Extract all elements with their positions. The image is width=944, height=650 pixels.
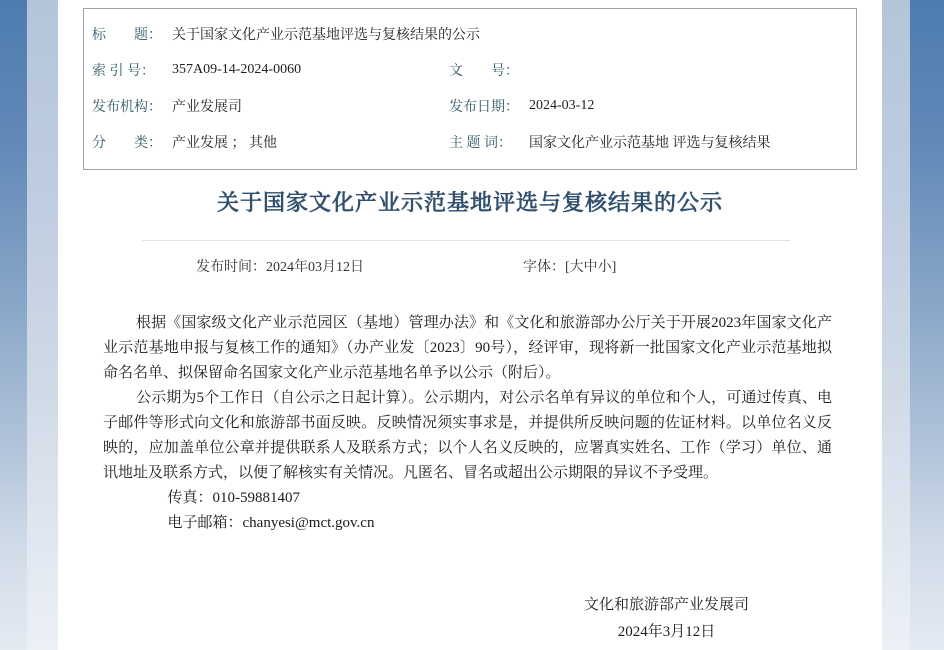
publish-time: 发布时间：2024年03月12日 [196, 260, 364, 275]
meta-cell-agency [92, 96, 449, 116]
document-meta-table [83, 8, 857, 170]
article-body [103, 311, 832, 536]
meta-subject-label: 主 题 词： [449, 136, 512, 151]
paragraph-publicity-period: 公示期为5个工作日（自公示之日起计算）。公示期内，对公示名单有异议的单位和个人，可通过传真、电子邮件等形式向文化和旅游部书面反映。反映情况须实事求是，并提供所反映问题的佐证材料。以单位名义反映的，应加盖单位公章并提供联系人及联系方式；以个人名义反映的，应署真实姓名、工作（学习）单位、通讯地址及联系方式，以便了解核实有关情况。凡匿名、冒名或超出公示期限的异议不予受理。 [103, 390, 832, 481]
signature-unit: 文化和旅游部产业发展司 [583, 597, 749, 613]
meta-category-value: 产业发展 ； 其他 [172, 136, 277, 151]
meta-agency-value: 产业发展司 [172, 100, 242, 115]
meta-publish-date-value: 2024-03-12 [529, 98, 595, 113]
meta-row-title [84, 16, 856, 52]
meta-doc-number-label: 文 号： [449, 64, 519, 79]
font-size-options[interactable]: [大中小] [565, 260, 617, 275]
meta-cell-doc-number [449, 60, 856, 80]
meta-row-category [84, 124, 856, 160]
meta-index-value: 357A09-14-2024-0060 [172, 62, 302, 77]
email-line: 电子邮箱：chanyesi@mct.gov.cn [167, 515, 375, 531]
paragraph-basis: 根据《国家级文化产业示范园区（基地）管理办法》和《文化和旅游部办公厅关于开展2023年国家文化产业示范基地申报与复核工作的通知》（办产业发〔2023〕90号），经评审，现将新一批国家文化产业示范基地拟命名名单、拟保留命名国家文化产业示范基地名单予以公示（附后）。 [103, 315, 832, 381]
background-right-outer-strip [910, 0, 944, 650]
signature-block [58, 594, 749, 643]
background-left-inner-strip [27, 0, 58, 650]
meta-row-index [84, 52, 856, 88]
meta-category-label: 分 类： [92, 136, 162, 151]
font-size-label: 字体： [523, 260, 565, 275]
document-panel [58, 0, 882, 650]
background-right-inner-strip [882, 0, 910, 650]
meta-cell-category [92, 132, 449, 152]
signature-inner [584, 594, 749, 643]
article-title: 关于国家文化产业示范基地评选与复核结果的公示 [216, 190, 723, 215]
meta-cell-index [92, 60, 449, 80]
publish-info-row [58, 255, 882, 275]
meta-publish-date-label: 发布日期： [449, 100, 519, 115]
meta-cell-publish-date [449, 96, 856, 116]
meta-row-agency [84, 88, 856, 124]
font-size-control [523, 256, 616, 276]
meta-cell-subject [449, 132, 856, 152]
fax-line: 传真：010-59881407 [167, 490, 300, 506]
meta-title-value: 关于国家文化产业示范基地评选与复核结果的公示 [172, 28, 480, 43]
meta-agency-label: 发布机构： [92, 100, 162, 115]
meta-subject-value: 国家文化产业示范基地 评选与复核结果 [529, 136, 771, 151]
signature-date: 2024年3月12日 [617, 624, 716, 640]
meta-title-label: 标 题： [92, 28, 162, 43]
meta-index-label: 索 引 号： [92, 64, 155, 79]
background-left-outer-strip [0, 0, 27, 650]
title-divider [142, 240, 790, 241]
